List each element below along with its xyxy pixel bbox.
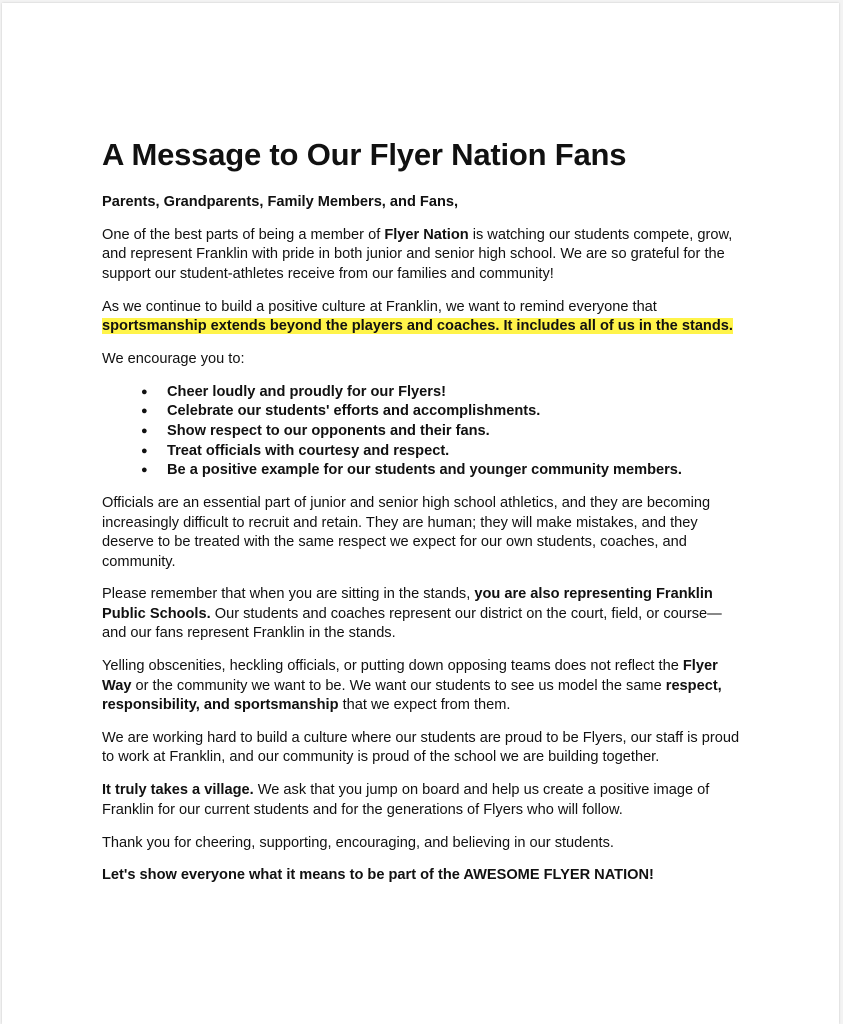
greeting-text: Parents, Grandparents, Family Members, and Fans, bbox=[102, 194, 459, 210]
closing-text: Let's show everyone what it means to be part of the AWESOME FLYER NATION! bbox=[102, 867, 654, 884]
list-item: ● Treat officials with courtesy and respect. bbox=[167, 442, 741, 462]
paragraph-intro-text-a: One of the best parts of being a member of bbox=[102, 226, 385, 243]
paragraph-thanks: Thank you for cheering, supporting, encouraging, and believing in our students. bbox=[102, 834, 614, 851]
paragraph-culture-building: We are working hard to build a culture where our students are proud to be Flyers, our staff is proud to work at Franklin, and our community is proud of the school we are building together. bbox=[102, 729, 740, 766]
village-bold: It truly takes a village. bbox=[102, 782, 254, 799]
paragraph-intro-text-c: is watching our students compete, grow, and represent Franklin with pride in both junior and senior high school. We are so grateful for the support our student-athletes receive from our families and community! bbox=[102, 226, 733, 282]
paragraph-flyer-way-text-a: Yelling obscenities, heckling officials, or putting down opposing teams does not reflect the bbox=[102, 658, 683, 675]
document-title: A Message to Our Flyer Nation Fans bbox=[102, 137, 627, 172]
paragraph-culture-text: As we continue to build a positive culture at Franklin, we want to remind everyone that bbox=[102, 298, 657, 315]
encourage-intro: We encourage you to: bbox=[102, 350, 245, 367]
sportsmanship-highlight: sportsmanship extends beyond the players and coaches. It includes all of us in the stands. bbox=[102, 318, 733, 335]
paragraph-officials: Officials are an essential part of junior and senior high school athletics, and they are becoming increasingly difficult to recruit and retain. They are human; they will make mistakes, and they deserve to be treated with the same respect we expect for our own students, coaches, and community. bbox=[102, 495, 711, 570]
representing-bold: you are also representing Franklin Public Schools. bbox=[102, 586, 713, 622]
paragraph-flyer-way-text-e: that we expect from them. bbox=[338, 696, 511, 713]
paragraph-representing bbox=[102, 585, 741, 643]
paragraph-flyer-way bbox=[102, 657, 741, 715]
list-item: ● Show respect to our opponents and their fans. bbox=[167, 422, 741, 442]
document-page bbox=[2, 3, 839, 1024]
paragraph-village bbox=[102, 781, 741, 820]
paragraph-culture bbox=[102, 298, 741, 337]
list-item: ● Be a positive example for our students and younger community members. bbox=[167, 461, 741, 481]
paragraph-flyer-way-text-c: or the community we want to be. We want our students to see us model the same bbox=[131, 677, 666, 694]
list-item: ● Cheer loudly and proudly for our Flyers! bbox=[167, 383, 741, 403]
values-bold: respect, responsibility, and sportsmanship bbox=[102, 677, 722, 713]
closing-line bbox=[102, 866, 741, 885]
encourage-list bbox=[102, 383, 741, 481]
paragraph-representing-text-c: Our students and coaches represent our district on the court, field, or course—and our fans represent Franklin in the stands. bbox=[102, 605, 722, 642]
paragraph-representing-text-a: Please remember that when you are sitting in the stands, bbox=[102, 586, 475, 603]
flyer-nation-bold: Flyer Nation bbox=[384, 226, 469, 243]
greeting bbox=[102, 193, 741, 212]
paragraph-intro bbox=[102, 226, 741, 284]
list-item: ● Celebrate our students' efforts and accomplishments. bbox=[167, 402, 741, 422]
paragraph-village-text: We ask that you jump on board and help us create a positive image of Franklin for our current students and for the generations of Flyers who will follow. bbox=[102, 782, 710, 818]
flyer-way-bold: Flyer Way bbox=[102, 658, 718, 694]
